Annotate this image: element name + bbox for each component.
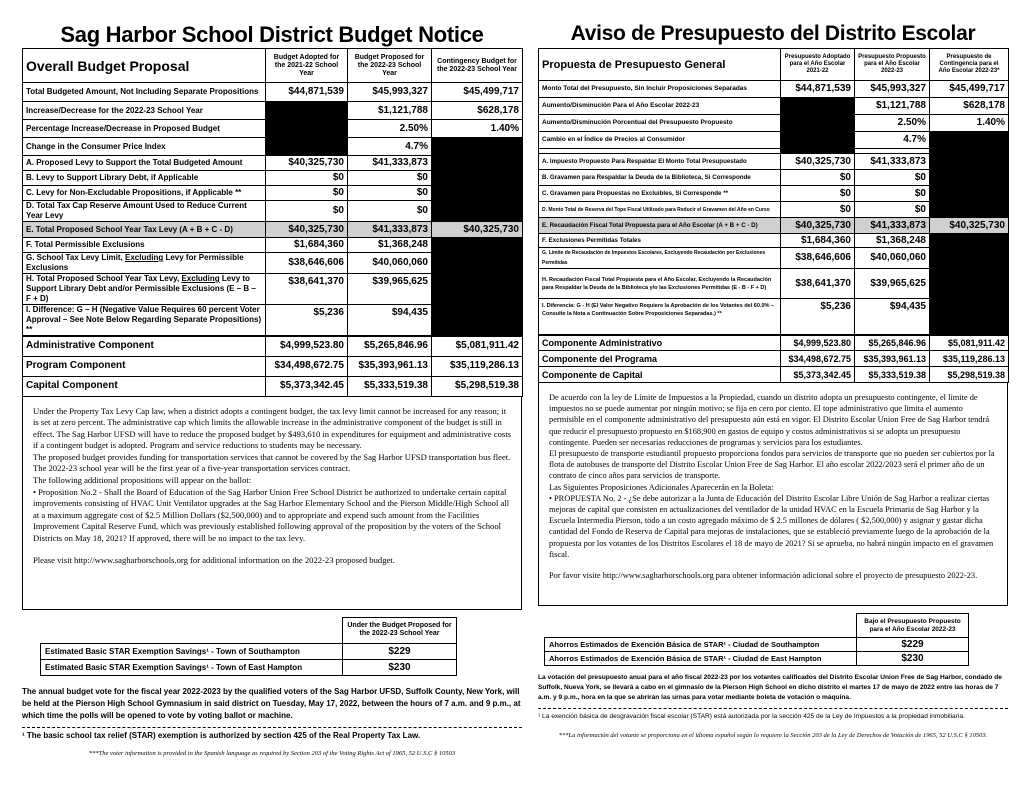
cell-value: $1,368,248 (855, 234, 930, 248)
table-row (23, 138, 523, 156)
row-label: E. Total Proposed School Year Tax Levy (A + B + C - D) (23, 222, 266, 238)
divider (22, 727, 522, 728)
page-title: Sag Harbor School District Budget Notice (60, 22, 484, 47)
table-row (545, 638, 969, 652)
row-label: Aumento/Disminución Para el Año Escolar 2022-23 (539, 98, 781, 115)
footnote: ¹ The basic school tax relief (STAR) exemption is authorized by section 425 of the Real Property Tax Law. (22, 730, 421, 740)
row-label: H. Recaudación Fiscal Total Propuesta para el Año Escolar, Excluyendo la Recaudación para Respaldar la Deuda de la Biblioteca y/o las Exclusiones Permitidas (E - B - F + D) (539, 269, 781, 299)
cell-value: $5,373,342.45 (781, 367, 855, 383)
cell-value: $230 (857, 652, 969, 666)
cell-value: $38,641,370 (781, 269, 855, 299)
row-label: Administrative Component (23, 336, 266, 356)
component-row (23, 376, 523, 396)
vote-notice: The annual budget vote for the fiscal year 2022-2023 by the qualified voters of the Sag Harbor UFSD, Suffolk County, New York, will be held at the Pierson High School Gymnasium in said district on Tuesday, May 17, 2022, between the hours of 7 a.m. and 9 p.m., at which time the polls will be opened to vote by voting ballot or machine. (22, 686, 521, 720)
cell-value: $5,333,519.38 (855, 367, 930, 383)
col-header: Bajo el Presupuesto Propuesto para el Año Escolar 2022-23 (857, 614, 969, 638)
table-row (539, 234, 1009, 248)
cell-value: $34,498,672.75 (781, 351, 855, 367)
cell-value: $229 (857, 638, 969, 652)
cell-value: $38,646,606 (781, 248, 855, 269)
cell-value: $1,121,788 (348, 102, 432, 120)
row-label: Componente de Capital (539, 367, 781, 383)
cell-value: $39,965,625 (855, 269, 930, 299)
col-header: Presupuesto de Contingencia para el Año Escolar 2022-23* (930, 49, 1009, 81)
cell-value: $35,119,286.13 (930, 351, 1009, 367)
table-row (539, 98, 1009, 115)
component-row (23, 356, 523, 376)
label-underline: Excluding (124, 253, 164, 262)
cell-value: $44,871,539 (266, 83, 348, 102)
star-table-block (22, 617, 522, 676)
row-label: Percentage Increase/Decrease in Proposed Budget (23, 120, 266, 138)
cell-value: $0 (266, 186, 348, 201)
cell-value: $1,368,248 (348, 238, 432, 253)
vote-notice: La votación del presupuesto anual para el año fiscal 2022-23 por los votantes calificados del Distrito Escolar Union Free de Sag Harbor, condado de Suffolk, Nueva York, se llevará a cabo en el gimnasio de la Pierson High School en dicho distrito el martes 17 de mayo de 2022 entre las horas de 7 a.m. y 9 p.m., hora en la que se abrirán las urnas para votar mediante boleta de votación o máquina. (538, 674, 1002, 701)
row-label: B. Levy to Support Library Debt, if Applicable (23, 171, 266, 186)
label-part: G. School Tax Levy Limit, (26, 253, 125, 262)
col-header: Presupuesto Adoptado para el Año Escolar 2021-22 (781, 49, 855, 81)
blank-cell (545, 614, 857, 638)
cell-value: $5,081,911.42 (432, 336, 523, 356)
blank-cell (432, 238, 523, 337)
cell-value: $94,435 (855, 299, 930, 335)
row-label: I. Difference: G – H (Negative Value Requires 60 percent Voter Approval – See Note Below Regarding Separate Propositions) ** (23, 305, 266, 337)
cell-value: $0 (855, 186, 930, 202)
footnote: ¹ La exención básica de desgravación fiscal escolar (STAR) está autorizada por la sección 425 de la Ley de Impuestos a la propiedad inmobiliaria. (538, 713, 965, 720)
star-table (40, 617, 457, 676)
row-label: B. Gravamen para Respaldar la Deuda de la Biblioteca, Si Corresponde (539, 170, 781, 186)
narrative-box (538, 383, 1008, 606)
table-header-row (539, 49, 1009, 81)
paragraph: The proposed budget provides funding for transportation services that cannot be covered by the Sag Harbor UFSD transportation bus fleet. The 2022-23 school year will be the first year of a five-year transportation services contract. (33, 451, 511, 474)
cell-value: $0 (348, 201, 432, 222)
cell-value: $0 (348, 171, 432, 186)
col-header: Budget Adopted for the 2021-22 School Year (266, 49, 348, 83)
table-header-row (41, 617, 457, 643)
table-heading: Propuesta de Presupuesto General (539, 49, 781, 81)
cell-value: 4.7% (855, 132, 930, 149)
row-label: F. Total Permissible Exclusions (23, 238, 266, 253)
blank-cell (432, 138, 523, 222)
cell-value: $41,333,873 (855, 154, 930, 170)
row-label: Capital Component (23, 376, 266, 396)
blank-cell (41, 617, 343, 643)
row-label: A. Proposed Levy to Support the Total Budgeted Amount (23, 156, 266, 171)
paragraph: De acuerdo con la ley de Límite de Impuestos a la Propiedad, cuando un distrito adopta un presupuesto contingente, el límite de impuestos no se puede aumentar por ningún motivo; se fija en cero por ciento. El tope administrativo que limita el aumento permisible en el componente administrativo del presupuesto aún está en vigor. El Distrito Escolar Union Free de Sag Harbor tendrá que reducir el presupuesto propuesto en $168,900 en gastos de equipo y costos administrativos si se adopta un presupuesto contingente. Pueden ser necesarias reducciones de programas y servicios para los estudiantes. (549, 393, 990, 447)
cell-value: $40,060,060 (855, 248, 930, 269)
row-label: Ahorros Estimados de Exención Básica de STAR¹ - Ciudad de Southampton (545, 638, 857, 652)
row-label (23, 253, 266, 274)
table-row (539, 81, 1009, 98)
narrative-box (22, 397, 522, 610)
row-label: Change in the Consumer Price Index (23, 138, 266, 156)
cell-value: $5,298,519.38 (432, 376, 523, 396)
spanish-notice: ***The voter information is provided in the Spanish language as required by Section 203 of the Voting Rights Act of 1965, 52 U.S.C § 10503 (88, 749, 456, 757)
cell-value: $0 (266, 201, 348, 222)
row-label: Aumento/Disminución Porcentual del Presupuesto Propuesto (539, 115, 781, 132)
cell-value: $44,871,539 (781, 81, 855, 98)
cell-value: $5,333,519.38 (348, 376, 432, 396)
cell-value: $0 (348, 186, 432, 201)
cell-value: $40,325,730 (781, 154, 855, 170)
cell-value: $35,393,961.13 (348, 356, 432, 376)
cell-value: $40,325,730 (930, 218, 1009, 234)
blank-cell (930, 132, 1009, 218)
budget-table (22, 48, 523, 397)
cell-value: $230 (343, 659, 457, 675)
row-label: Cambio en el Índice de Precios al Consumidor (539, 132, 781, 149)
cell-value: $40,325,730 (432, 222, 523, 238)
row-label: C. Levy for Non-Excludable Propositions, if Applicable ** (23, 186, 266, 201)
table-row (539, 218, 1009, 234)
component-row (539, 367, 1009, 383)
spanish-notice-page (538, 0, 1008, 739)
cell-value: $1,121,788 (855, 98, 930, 115)
row-label: Ahorros Estimados de Exención Básica de STAR¹ - Ciudad de East Hampton (545, 652, 857, 666)
row-label: D. Monto Total de Reserva del Tope Fiscal Utilizado para Reducir el Gravamen del Año en Curso (539, 202, 781, 218)
cell-value: $1,684,360 (266, 238, 348, 253)
paragraph: Under the Property Tax Levy Cap law, when a district adopts a contingent budget, the tax levy limit cannot be increased for any reason; it is set at zero percent. The administrative cap which limits the allowable increase in the administrative component of the budget is still in effect. The Sag Harbor UFSD will have to reduce the proposed budget by $493,610 in expenditures for equipment and administrative costs if a contingent budget is adopted. Program and service reductions to students may be necessary. (33, 405, 511, 451)
row-label: Total Budgeted Amount, Not Including Separate Propositions (23, 83, 266, 102)
label-underline: Excluding (181, 274, 220, 283)
cell-value: $5,265,846.96 (348, 336, 432, 356)
cell-value: $0 (855, 202, 930, 218)
cell-value: $4,999,523.80 (781, 335, 855, 351)
row-label: A. Impuesto Propuesto Para Respaldar El Monto Total Presupuestado (539, 154, 781, 170)
table-row (23, 83, 523, 102)
paragraph: The following additional propositions will appear on the ballot: (33, 475, 252, 486)
english-notice (22, 0, 522, 757)
label-part: H. Total Proposed School Year Tax Levy, (26, 274, 182, 283)
cell-value: $4,999,523.80 (266, 336, 348, 356)
col-header: Presupuesto Propuesto para el Año Escolar 2022-23 (855, 49, 930, 81)
star-table (544, 613, 969, 666)
row-label: E. Recaudación Fiscal Total Propuesta para el Año Escolar (A + B + C - D) (539, 218, 781, 234)
divider (538, 708, 1008, 709)
table-row (23, 222, 523, 238)
component-row (23, 336, 523, 356)
blank-cell (266, 102, 348, 138)
paragraph: Por favor visite http://www.sagharborschools.org para obtener información adicional sobre el proyecto de presupuesto 2022-23. (549, 571, 978, 581)
label-part: Levy to Support Library Debt and/or Permissible Exclusions (E – B – F + D) (26, 274, 256, 303)
row-label: Program Component (23, 356, 266, 376)
row-label: F. Exclusiones Permitidas Totales (539, 234, 781, 248)
table-header-row (23, 49, 523, 83)
table-row (23, 238, 523, 253)
row-label: Componente del Programa (539, 351, 781, 367)
cell-value: $628,178 (930, 98, 1009, 115)
cell-value: $94,435 (348, 305, 432, 337)
row-label: D. Total Tax Cap Reserve Amount Used to Reduce Current Year Levy (23, 201, 266, 222)
cell-value: $45,993,327 (855, 81, 930, 98)
paragraph: Please visit http://www.sagharborschools.org for additional information on the 2022-23 proposed budget. (33, 554, 395, 565)
paragraph: Las Siguientes Proposiciones Adicionales Aparecerán en la Boleta: (549, 482, 774, 492)
cell-value: $45,499,717 (930, 81, 1009, 98)
cell-value: $5,298,519.38 (930, 367, 1009, 383)
cell-value: $40,325,730 (266, 156, 348, 171)
paragraph: El presupuesto de transporte estudiantil propuesto proporciona fondos para servicios de transporte que no pueden ser cubiertos por la flota de autobuses de transporte del Distrito Escolar Union Free de Sag Harbor. El año escolar 2022/2023 será el primer año de un contrato de cinco años para servicios de transporte. (549, 449, 995, 481)
label-part: Levy for Permissible Exclusions (26, 253, 244, 272)
cell-value: $41,333,873 (348, 222, 432, 238)
cell-value: $38,646,606 (266, 253, 348, 274)
cell-value: $39,965,625 (348, 274, 432, 305)
table-header-row (545, 614, 969, 638)
cell-value: $0 (781, 202, 855, 218)
page-title: Aviso de Presupuesto del Distrito Escolar (570, 22, 976, 45)
cell-value: 4.7% (348, 138, 432, 156)
cell-value: $41,333,873 (855, 218, 930, 234)
cell-value: $628,178 (432, 102, 523, 120)
row-label: Estimated Basic STAR Exemption Savings¹ - Town of Southampton (41, 643, 343, 659)
table-heading: Overall Budget Proposal (23, 49, 266, 83)
cell-value: $5,081,911.42 (930, 335, 1009, 351)
table-row (539, 115, 1009, 132)
cell-value: $0 (781, 186, 855, 202)
table-row (41, 643, 457, 659)
cell-value: $45,993,327 (348, 83, 432, 102)
row-label: Estimated Basic STAR Exemption Savings¹ - Town of East Hampton (41, 659, 343, 675)
cell-value: $40,060,060 (348, 253, 432, 274)
row-label: I. Diferencia: G - H (El Valor Negativo Requiere la Aprobación de los Votantes del 60.0% – Consulte la Nota a Continuación Sobre Proposiciones Separadas.) ** (539, 299, 781, 335)
blank-cell (266, 138, 348, 156)
cell-value: $40,325,730 (266, 222, 348, 238)
cell-value: 2.50% (348, 120, 432, 138)
cell-value: $35,393,961.13 (855, 351, 930, 367)
cell-value: $0 (266, 171, 348, 186)
cell-value: $5,265,846.96 (855, 335, 930, 351)
cell-value: 1.40% (930, 115, 1009, 132)
component-row (539, 351, 1009, 367)
row-label: Componente Administrativo (539, 335, 781, 351)
budget-table (538, 48, 1009, 383)
spanish-notice: ***La información del votante se proporciona en el idioma español según lo requiere la Sección 203 de la Ley de Derechos de Votación de 1965, 52 U.S.C § 10503. (558, 732, 988, 739)
cell-value: $1,684,360 (781, 234, 855, 248)
cell-value: $34,498,672.75 (266, 356, 348, 376)
cell-value: $0 (855, 170, 930, 186)
table-row (23, 102, 523, 120)
paragraph: • Proposition No.2 - Shall the Board of Education of the Sag Harbor Union Free School District be authorized to undertake certain capital improvements consisting of HVAC Unit Ventilator upgrades at the Sag Harbor Elementary School and the Pierson Middle/High School all at a maximum aggregate cost of $2.5 Million Dollars ($2,500,000) and to appropriate and expend such amount from the Facilities Improvement Capital Reserve Fund, which was previously established following approval of the proposition by the voters of the School Districts on May 18, 2021? If approved, there will be no impact to the tax levy. (33, 486, 510, 544)
cell-value: $5,373,342.45 (266, 376, 348, 396)
table-row (545, 652, 969, 666)
row-label: C. Gravamen para Propuestas no Excluibles, Si Corresponde ** (539, 186, 781, 202)
col-header: Budget Proposed for the 2022-23 School Year (348, 49, 432, 83)
cell-value: $229 (343, 643, 457, 659)
blank-cell (781, 98, 855, 154)
cell-value: $5,236 (266, 305, 348, 337)
paragraph: • PROPUESTA No. 2 - ¿Se debe autorizar a la Junta de Educación del Distrito Escolar Libre Unión de Sag Harbor a realizar ciertas mejoras de capital que consisten en actualizaciones del ventilador de la unidad HVAC en la Escuela Primaria de Sag Harbor y la Escuela Intermedia Pierson, todo a un costo agregado máximo de $ 2.5 millones de dólares ( $2,500,000) y asignar y gastar dicha cantidad del Fondo de Reserva de Capital para mejoras de instalaciones, que se estableció previamente luego de la aprobación de la propuesta por los votantes de los Distritos Escolares el 18 de mayo de 2021? Si se aprueba, no habrá ningún impacto en el gravamen fiscal. (549, 493, 994, 559)
star-table-block (538, 613, 1008, 666)
blank-cell (930, 234, 1009, 335)
row-label: Monto Total del Presupuesto, Sin Incluir Proposiciones Separadas (539, 81, 781, 98)
cell-value: $40,325,730 (781, 218, 855, 234)
cell-value: $38,641,370 (266, 274, 348, 305)
row-label (23, 274, 266, 305)
cell-value: $0 (781, 170, 855, 186)
col-header: Under the Budget Proposed for the 2022-23 School Year (343, 617, 457, 643)
cell-value: $5,236 (781, 299, 855, 335)
component-row (539, 335, 1009, 351)
cell-value: $45,499,717 (432, 83, 523, 102)
cell-value: $35,119,286.13 (432, 356, 523, 376)
table-row (539, 132, 1009, 149)
cell-value: 1.40% (432, 120, 523, 138)
row-label: G. Límite de Recaudación de Impuestos Escolares, Excluyendo Recaudación por Exclusiones Permitidas (539, 248, 781, 269)
cell-value: $41,333,873 (348, 156, 432, 171)
row-label: Increase/Decrease for the 2022-23 School Year (23, 102, 266, 120)
cell-value: 2.50% (855, 115, 930, 132)
col-header: Contingency Budget for the 2022-23 School Year (432, 49, 523, 83)
table-row (41, 659, 457, 675)
